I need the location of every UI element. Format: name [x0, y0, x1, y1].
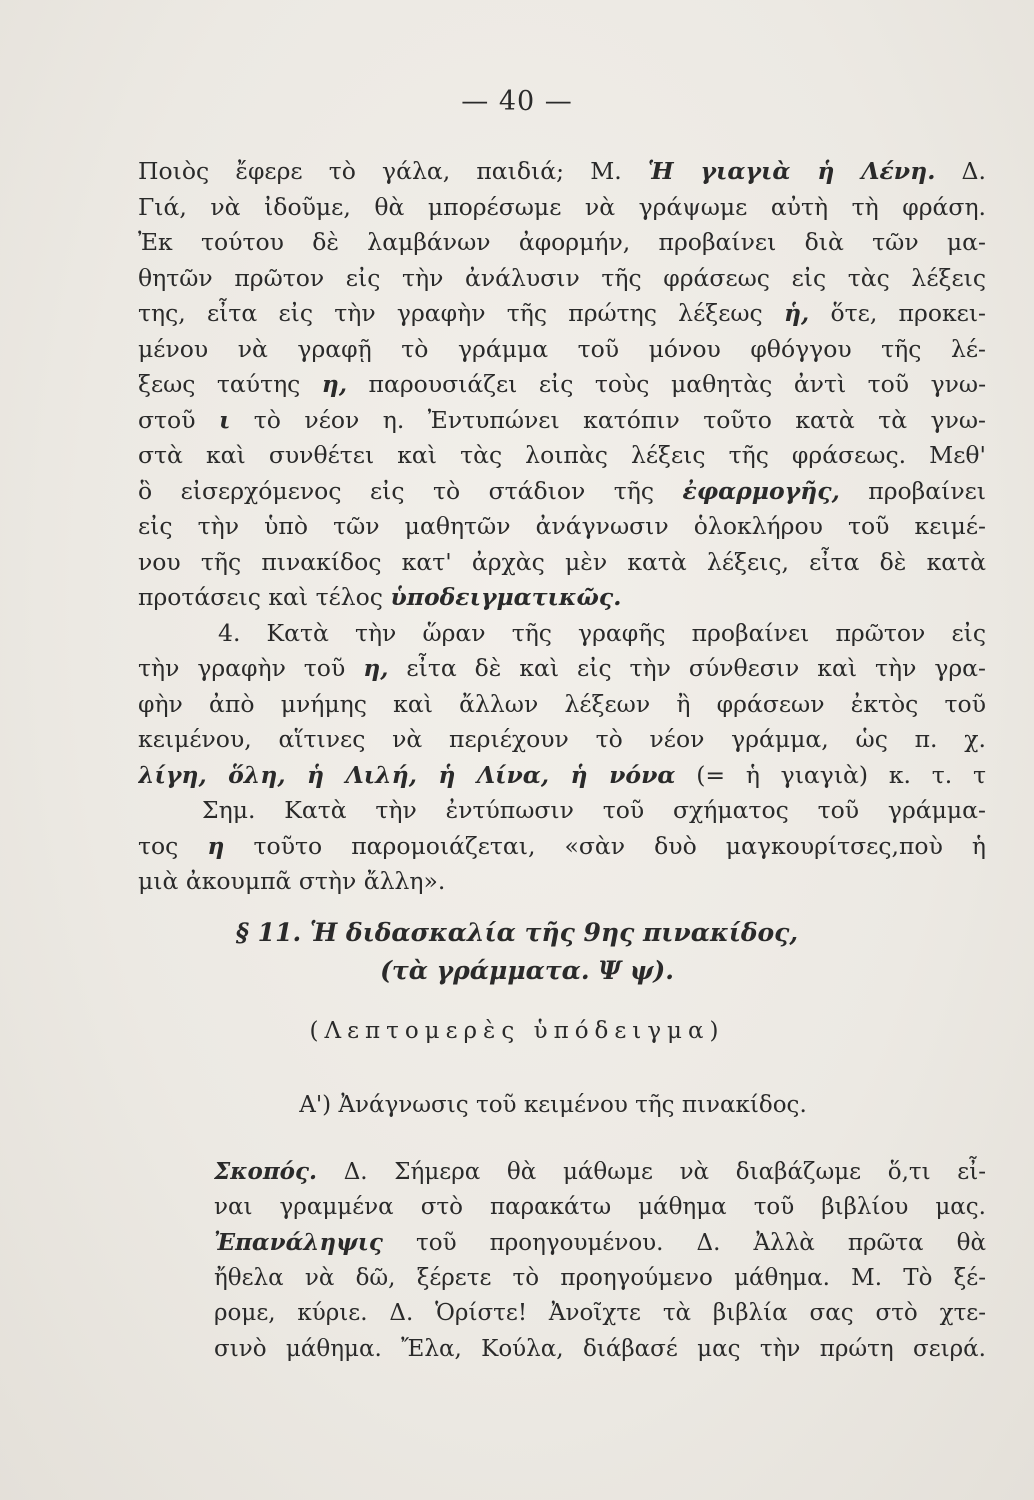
emphasis-text: ὑποδειγματικῶς. [390, 583, 622, 611]
text-line [214, 1261, 986, 1297]
line-text: 4. Κατὰ τὴν ὥραν τῆς γραφῆς προβαίνει πρῶτον εἰς [218, 618, 986, 647]
text-line [138, 864, 986, 900]
page-number: — 40 — [461, 86, 573, 117]
text-line [214, 1225, 986, 1261]
line-text: ὅτε, προκει- [809, 299, 986, 327]
paragraph-block-4 [214, 1154, 986, 1367]
text-line [138, 758, 986, 794]
text-line [138, 438, 986, 474]
line-text: Σημ. Κατὰ τὴν ἐντύπωσιν τοῦ σχήματος τοῦ γράμμα- [202, 796, 986, 824]
line-text: εἶτα δὲ καὶ εἰς τὴν σύνθεσιν καὶ τὴν γρα- [388, 654, 986, 682]
text-line [138, 154, 986, 190]
line-text: ξεως ταύτης [138, 370, 322, 398]
line-text: νου τῆς πινακίδος κατ' ἀρχὰς μὲν κατὰ λέξεις, εἶτα δὲ κατὰ [138, 547, 986, 576]
line-text: Δ. Σήμερα θὰ μάθωμε νὰ διαβάζωμε ὅ,τι εἶ- [317, 1159, 986, 1185]
line-text: τὸ νέον η. Ἐντυπώνει κατόπιν τοῦτο κατὰ τὰ γνω- [230, 405, 986, 434]
text-line [138, 651, 986, 687]
line-text: μιὰ ἀκουμπᾶ στὴν ἄλλη». [138, 867, 446, 895]
line-text: μένου νὰ γραφῇ τὸ γράμμα τοῦ μόνου φθόγγου τῆς λέ- [138, 334, 986, 363]
text-line [138, 403, 986, 439]
line-text: τοῦ προηγουμένου. Δ. Ἀλλὰ πρῶτα θὰ [382, 1230, 986, 1256]
line-text: της, εἶτα εἰς τὴν γραφὴν τῆς πρώτης λέξεως [138, 299, 784, 327]
text-line [138, 296, 986, 332]
emphasis-text: Ἐπανάληψις [214, 1229, 383, 1256]
emphasis-text: η [207, 831, 225, 860]
emphasis-text: Σκοπός. [214, 1158, 318, 1185]
line-text: προτάσεις καὶ τέλος [138, 583, 391, 611]
text-line [214, 1296, 986, 1332]
line-text: φὴν ἀπὸ μνήμης καὶ ἄλλων λέξεων ἢ φράσεων ἐκτὸς τοῦ [138, 689, 986, 718]
text-line [138, 829, 986, 865]
line-text: κειμένου, αἵτινες νὰ περιέχουν τὸ νέον γράμμα, ὡς π. χ. [138, 725, 986, 753]
section-heading: § 11. Ἡ διδασκαλία τῆς 9ης πινακίδος, [235, 918, 799, 947]
text-line [138, 474, 986, 510]
text-line [138, 545, 986, 581]
emphasis-text: ἐφαρμογῆς, [682, 476, 840, 505]
emphasis-text: ἡ, [783, 299, 810, 327]
emphasis-text: Ἡ γιαγιὰ ἡ Λένη. [647, 157, 936, 185]
text-line [138, 687, 986, 723]
text-line [138, 509, 986, 545]
line-text: Δ. [935, 157, 986, 185]
detailed-example-label: (Λεπτομερὲς ὑπόδειγμα) [309, 1018, 725, 1044]
text-line [214, 1190, 986, 1226]
emphasis-text: η, [363, 654, 389, 682]
text-line [138, 225, 986, 261]
line-text: Γιά, νὰ ἰδοῦμε, θὰ μπορέσωμε νὰ γράψωμε αὐτὴ τὴ φράση. [138, 192, 986, 221]
line-text: τοῦτο παρομοιάζεται, «σὰν δυὸ μαγκουρίτσες,ποὺ ἡ [224, 831, 986, 860]
text-line [138, 793, 986, 829]
line-text: Ἐκ τούτου δὲ λαμβάνων ἀφορμήν, προβαίνει διὰ τῶν μα- [138, 228, 986, 256]
text-line [138, 261, 986, 297]
text-line [138, 616, 986, 652]
text-line [138, 332, 986, 368]
text-line [214, 1154, 986, 1190]
text-line [214, 1332, 986, 1368]
line-text: τος [138, 831, 208, 860]
line-text: ναι γραμμένα στὸ παρακάτω μάθημα τοῦ βιβλίου μας. [214, 1193, 986, 1220]
emphasis-text: λίγη, ὅλη, ἡ Λιλή, ἡ Λίνα, ἡ νόνα [138, 760, 676, 789]
reading-subheading: Α') Ἀνάγνωσις τοῦ κειμένου τῆς πινακίδος. [299, 1092, 807, 1118]
line-text: θητῶν πρῶτον εἰς τὴν ἀνάλυσιν τῆς φράσεως εἰς τὰς λέξεις [138, 263, 986, 292]
line-text: ρομε, κύριε. Δ. Ὁρίστε! Ἀνοῖχτε τὰ βιβλία σας στὸ χτε- [214, 1300, 986, 1326]
line-text: σινὸ μάθημα. Ἔλα, Κούλα, διάβασέ μας τὴν πρώτη σειρά. [214, 1335, 986, 1362]
emphasis-text: ι [218, 405, 231, 434]
emphasis-text: η, [321, 370, 348, 398]
line-text: (= ἡ γιαγιὰ) κ. τ. τ [675, 760, 986, 789]
line-text: ὃ εἰσερχόμενος εἰς τὸ στάδιον τῆς [138, 476, 683, 505]
paragraph-block-1 [138, 154, 986, 900]
line-text: εἰς τὴν ὑπὸ τῶν μαθητῶν ἀνάγνωσιν ὁλοκλήρου τοῦ κειμέ- [138, 512, 986, 540]
line-text: Ποιὸς ἔφερε τὸ γάλα, παιδιά; Μ. [138, 157, 648, 185]
line-text: ἤθελα νὰ δῶ, ξέρετε τὸ προηγούμενο μάθημα. Μ. Τὸ ξέ- [214, 1264, 986, 1291]
line-text: τὴν γραφὴν τοῦ [138, 654, 364, 682]
text-line [138, 190, 986, 226]
line-text: παρουσιάζει εἰς τοὺς μαθητὰς ἀντὶ τοῦ γνω- [347, 370, 986, 398]
text-line [138, 367, 986, 403]
text-line [138, 722, 986, 758]
section-subheading: (τὰ γράμματα. Ψ ψ). [380, 956, 674, 985]
line-text: στοῦ [138, 405, 219, 434]
line-text: προβαίνει [839, 476, 986, 505]
text-line [138, 580, 986, 616]
line-text: στὰ καὶ συνθέτει καὶ τὰς λοιπὰς λέξεις τῆς φράσεως. Μεθ' [138, 441, 986, 469]
